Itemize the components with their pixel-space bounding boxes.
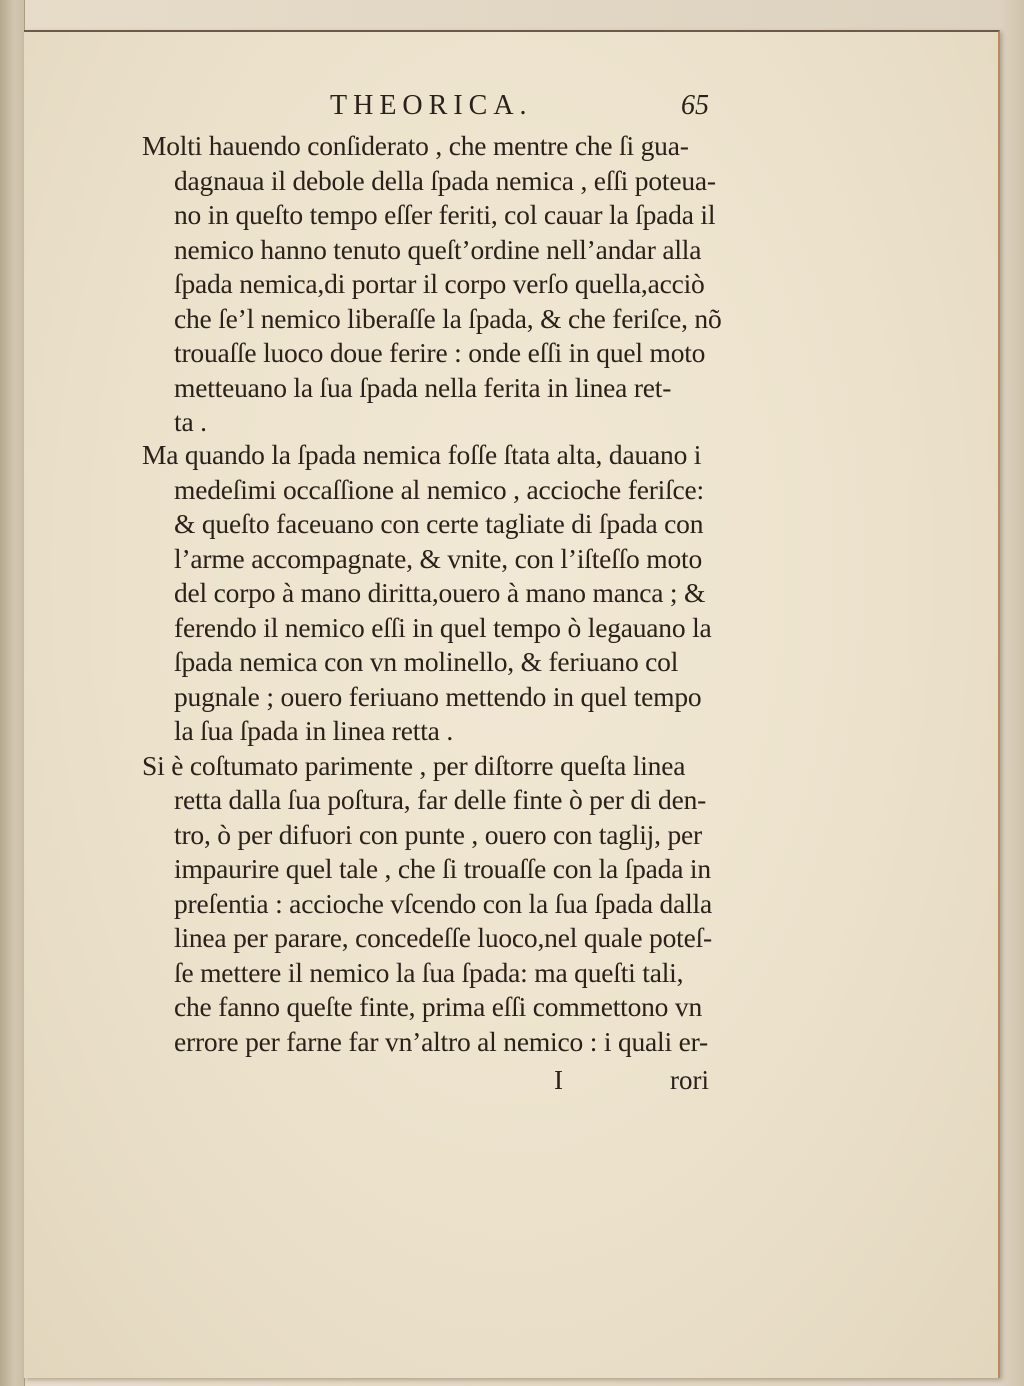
book-page xyxy=(24,30,1000,1378)
text-line: no in queſto tempo eſſer feriti, col cauar la ſpada il xyxy=(174,199,716,230)
page-text xyxy=(24,32,998,1378)
text-line: ferendo il nemico eſſi in quel tempo ò legauano la xyxy=(174,611,712,643)
text-line: che fanno queſte finte, prima eſſi commettono vn xyxy=(174,991,703,1022)
text-line: che ſe’l nemico liberaſſe la ſpada, & che feriſce, nõ xyxy=(174,302,722,334)
text-line: errore per farne far vn’altro al nemico : i quali er- xyxy=(174,1025,708,1057)
previous-page-edge xyxy=(0,0,25,1386)
running-header-title: THEORICA. xyxy=(330,90,533,121)
page-number: 65 xyxy=(681,90,709,121)
text-line: preſentia : accioche vſcendo con la ſua ſpada dalla xyxy=(174,887,713,919)
text-line: nemico hanno tenuto queſt’ordine nell’andar alla xyxy=(174,233,702,265)
text-line: impaurire quel tale , che ſi trouaſſe con la ſpada in xyxy=(174,853,711,884)
text-line: & queſto faceuano con certe tagliate di ſpada con xyxy=(174,508,704,539)
text-line: l’arme accompagnate, & vnite, con l’iſteſſo moto xyxy=(174,542,702,574)
text-line: la ſua ſpada in linea retta . xyxy=(174,715,454,746)
text-line: ſpada nemica,di portar il corpo verſo quella,acciò xyxy=(174,268,705,299)
text-line: pugnale ; ouero feriuano mettendo in quel tempo xyxy=(174,680,702,712)
text-line: metteuano la ſua ſpada nella ferita in linea ret- xyxy=(174,371,672,403)
text-line: medeſimi occaſſione al nemico , accioche feriſce: xyxy=(174,473,704,505)
text-line: ſpada nemica con vn molinello, & feriuano col xyxy=(174,646,679,677)
text-line: Si è coſtumato parimente , per diſtorre queſta linea xyxy=(142,749,686,781)
text-line: linea per parare, concedeſſe luoco,nel quale poteſ- xyxy=(174,922,712,953)
text-line: retta dalla ſua poſtura, far delle finte ò per di den- xyxy=(174,784,707,815)
text-line: ſe mettere il nemico la ſua ſpada: ma queſti tali, xyxy=(174,956,684,988)
text-line: Ma quando la ſpada nemica foſſe ſtata alta, dauano i xyxy=(142,439,702,470)
text-line: del corpo à mano diritta,ouero à mano manca ; & xyxy=(174,577,706,608)
text-line: Molti hauendo conſiderato , che mentre che ſi gua- xyxy=(142,130,689,161)
catchword: rori xyxy=(670,1065,709,1095)
signature-mark: I xyxy=(554,1065,563,1095)
text-line: trouaſſe luoco doue ferire : onde eſſi in quel moto xyxy=(174,337,706,368)
text-line: dagnaua il debole della ſpada nemica , eſſi poteua- xyxy=(174,164,716,196)
text-line: ta . xyxy=(174,406,207,437)
text-line: tro, ò per difuori con punte , ouero con taglij, per xyxy=(174,818,702,850)
